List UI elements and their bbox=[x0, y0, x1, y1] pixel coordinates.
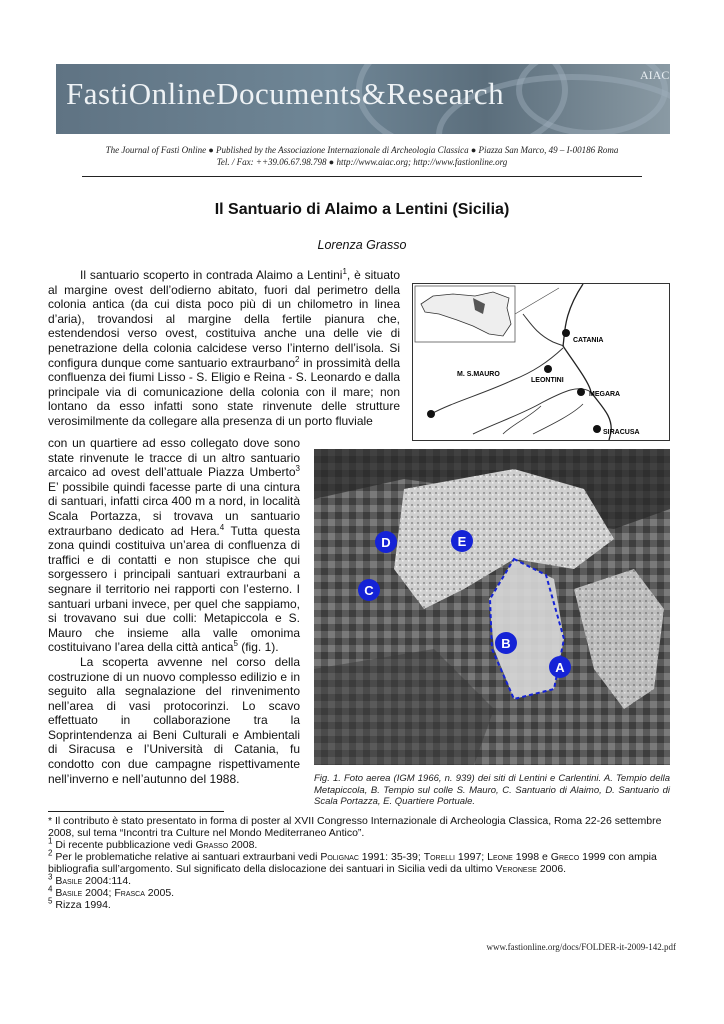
marker-a bbox=[549, 656, 571, 678]
site-siracusa bbox=[593, 425, 601, 433]
footnote-rule bbox=[48, 811, 224, 812]
footnote-3-text: Basile 2004:114. bbox=[55, 875, 132, 887]
map-label-siracusa: SIRACUSA bbox=[603, 429, 640, 436]
body-text-top bbox=[48, 268, 400, 429]
footnote-2-text: Per le problematiche relative ai santuari extraurbani vedi Polignac 1991: 35-39; Torelli 1997; Leone 1998 e Greco 1999 con ampia bibliografia sull’argomento. Sul significato della dislocazione dei santuari in Sicilia vedi da ultimo Veronese 2006. bbox=[48, 851, 657, 875]
journal-info-line-1: The Journal of Fasti Online ● Published by the Associazione Internazionale di Archeologia Classica ● Piazza San Marco, 49 – I-00186 Roma bbox=[105, 145, 619, 155]
journal-info-line-2: Tel. / Fax: ++39.06.67.98.798 ● http://www.aiac.org; http://www.fastionline.org bbox=[216, 157, 508, 167]
map-label-m-smauro: M. S.MAURO bbox=[457, 371, 500, 378]
footnote-4-text: Basile 2004; Frasca 2005. bbox=[55, 887, 175, 899]
body-paragraph: Il santuario scoperto in contrada Alaimo a Lentini$^1$, è situato al margine ovest dell’odierno abitato, fuori dal perimetro della colonia antica (da cui dista poco più di un chilometro in linea d’aria), trovandosi al margine della fertile pianura che, estendendosi verso ovest, costituiva anche una delle vie di penetrazione della colonia calcidese verso l’interno dell’isola. Si configura dunque come santuario extraurbano$^2$ in prossimità della confluenza dei fiumi Lisso - S. Eligio e Reina - S. Leonardo e dalla principale via di comunicazione della colonia con il mare; non lontano da esso infatti sono state rinvenute delle strutture verosimilmente da collegare alla presenza di un porto fluviale bbox=[48, 267, 401, 428]
marker-b-label: B bbox=[501, 636, 511, 651]
site-m-smauro bbox=[427, 410, 435, 418]
marker-e bbox=[451, 530, 473, 552]
map-label-megara: MEGARA bbox=[589, 391, 621, 398]
marker-b bbox=[495, 632, 517, 654]
site-catania bbox=[562, 329, 570, 337]
map-label-leontini: LEONTINI bbox=[531, 377, 564, 384]
body-paragraph: La scoperta avvenne nel corso della costruzione di un nuovo complesso edilizio e in seguito alla segnalazione del rinvenimento nell’area di vasi protocorinzi. Lo scavo effettuato in collaborazione tra la Soprintendenza ai Beni Culturali e Ambientali di Siracusa e l’Università di Catania, fu condotto con due campagne rispettivamente nell’inverno e nell’autunno del 1988. bbox=[48, 654, 300, 786]
article-author: Lorenza Grasso bbox=[317, 238, 407, 252]
location-map bbox=[412, 283, 670, 441]
marker-e-label: E bbox=[457, 534, 467, 549]
figure-caption: Fig. 1. Foto aerea (IGM 1966, n. 939) dei siti di Lentini e Carlentini. A. Tempio della Metapiccola, B. Tempio sul colle S. Mauro, C. Santuario di Alaimo, D. Santuario di Scala Portazza, E. Quartiere Portuale. bbox=[314, 773, 670, 807]
footnote-1: $^1$ Di recente pubblicazione vedi Grasso 2008. bbox=[48, 836, 258, 851]
footnote-5-text: Rizza 1994. bbox=[55, 899, 111, 911]
journal-banner bbox=[56, 64, 670, 134]
footnote-intro: * Il contributo è stato presentato in forma di poster al XVII Congresso Internazionale di Archeologia Classica, Roma 22-26 settembre 2008, sul tema “Incontri tra Culture nel Mondo Mediterraneo Antico”. bbox=[48, 815, 662, 839]
site-megara bbox=[577, 388, 585, 396]
river bbox=[533, 404, 583, 434]
footnotes bbox=[48, 815, 678, 911]
footnote-3: $^3$ Basile 2004:114. bbox=[48, 872, 132, 887]
river bbox=[503, 406, 541, 434]
banner-title: FastiOnlineDocuments&Research bbox=[66, 76, 505, 111]
header-rule bbox=[82, 176, 642, 177]
marker-d-label: D bbox=[381, 535, 391, 550]
coastline bbox=[563, 284, 611, 440]
article-title: Il Santuario di Alaimo a Lentini (Sicilia) bbox=[214, 201, 510, 218]
aerial-photo-svg bbox=[314, 449, 670, 765]
footnote-2: $^2$ Per le problematiche relative ai santuari extraurbani vedi Polignac 1991: 35-39; Torelli 1997; Leone 1998 e Greco 1999 con ampia bibliografia sull’argomento. Sul significato della dislocazione dei santuari in Sicilia vedi da ultimo Veronese 2006. bbox=[48, 848, 657, 875]
banner-side-letters: AIAC bbox=[640, 68, 670, 82]
aerial-photo bbox=[314, 449, 670, 765]
inset-leader bbox=[515, 288, 559, 314]
marker-c-label: C bbox=[364, 583, 374, 598]
map-svg bbox=[413, 284, 669, 440]
river bbox=[523, 314, 564, 346]
footnote-4: $^4$ Basile 2004; Frasca 2005. bbox=[48, 884, 175, 899]
marker-c bbox=[358, 579, 380, 601]
body-text-bottom bbox=[48, 436, 300, 786]
footnote-5: $^5$ Rizza 1994. bbox=[48, 896, 111, 911]
body-paragraph: con un quartiere ad esso collegato dove sono state rinvenute le tracce di un altro santuario arcaico ad ovest dell’attuale Piazza Umberto$^3$ E’ possibile quindi facesse parte di una cintura di santuari, infatti circa 400 m a nord, in località Scala Portazza, si trovava un santuario extraurbano dedicato ad Hera.$^4$ Tutta questa zona quindi costituiva un’area di confluenza di traffici e di contatti e non stupisce che qui sorgessero i principali santuari extraurbani a segnare il territorio nei rapporti con l’esterno. I santuari urbani invece, per quel che sappiamo, si trovavano sui due colli: Metapiccola e S. Mauro che insieme alla valle omonima costituivano l’area della città antica$^5$ (fig. 1). bbox=[48, 436, 300, 655]
marker-d bbox=[375, 531, 397, 553]
site-leontini bbox=[544, 365, 552, 373]
marker-a-label: A bbox=[555, 660, 565, 675]
footnote-1-text: Di recente pubblicazione vedi Grasso 2008. bbox=[55, 839, 258, 851]
footer-url: www.fastionline.org/docs/FOLDER-it-2009-142.pdf bbox=[486, 942, 676, 952]
map-label-catania: CATANIA bbox=[573, 337, 604, 344]
